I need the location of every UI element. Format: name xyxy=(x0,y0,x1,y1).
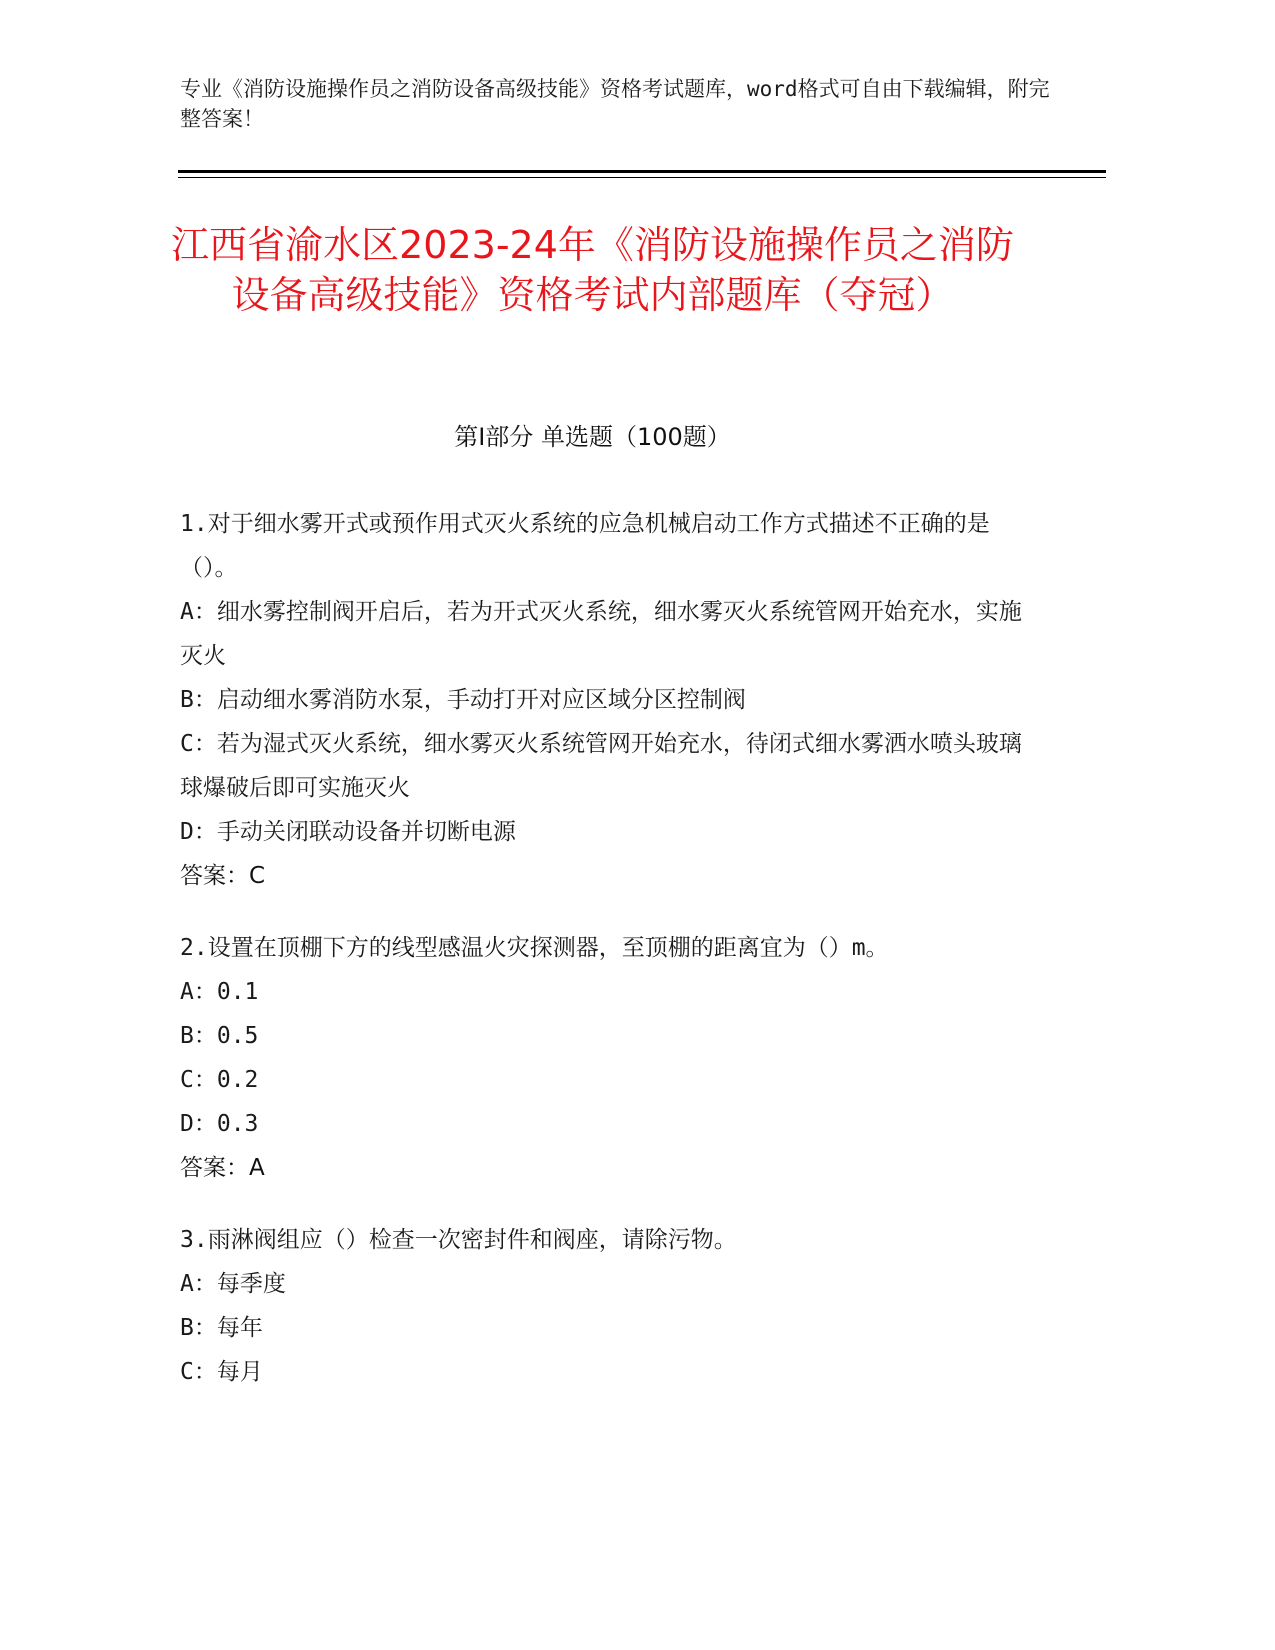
question-1 xyxy=(180,502,1040,898)
header-note: 专业《消防设施操作员之消防设备高级技能》资格考试题库，word格式可自由下载编辑，附完整答案！ xyxy=(180,77,1050,131)
document-title: 江西省渝水区2023-24年《消防设施操作员之消防设备高级技能》资格考试内部题库（夺冠） xyxy=(171,223,1014,317)
answer: 答案：C xyxy=(180,863,266,889)
option-b: B：每年 xyxy=(180,1315,263,1341)
question-list xyxy=(180,502,1040,1422)
question-2 xyxy=(180,926,1040,1190)
header-rule-thin xyxy=(178,177,1106,178)
option-c: C：0.2 xyxy=(180,1067,259,1093)
option-c: C：每月 xyxy=(180,1359,263,1385)
option-a: A：每季度 xyxy=(180,1271,286,1297)
question-stem: 1.对于细水雾开式或预作用式灭火系统的应急机械启动工作方式描述不正确的是（）。 xyxy=(180,511,990,581)
question-stem: 2.设置在顶棚下方的线型感温火灾探测器，至顶棚的距离宜为（）m。 xyxy=(180,935,889,961)
option-d: D：手动关闭联动设备并切断电源 xyxy=(180,819,516,845)
question-stem: 3.雨淋阀组应（）检查一次密封件和阀座，请除污物。 xyxy=(180,1227,737,1253)
option-a: A：细水雾控制阀开启后，若为开式灭火系统，细水雾灭火系统管网开始充水，实施灭火 xyxy=(180,599,1022,669)
option-b: B：启动细水雾消防水泵，手动打开对应区域分区控制阀 xyxy=(180,687,746,713)
header-rule-thick xyxy=(178,170,1106,173)
option-b: B：0.5 xyxy=(180,1023,259,1049)
question-3 xyxy=(180,1218,1040,1394)
option-c: C：若为湿式灭火系统，细水雾灭火系统管网开始充水，待闭式细水雾洒水喷头玻璃球爆破后即可实施灭火 xyxy=(180,731,1022,801)
option-a: A：0.1 xyxy=(180,979,259,1005)
answer: 答案：A xyxy=(180,1155,265,1181)
option-d: D：0.3 xyxy=(180,1111,259,1137)
section-heading: 第I部分 单选题（100题） xyxy=(454,423,731,451)
